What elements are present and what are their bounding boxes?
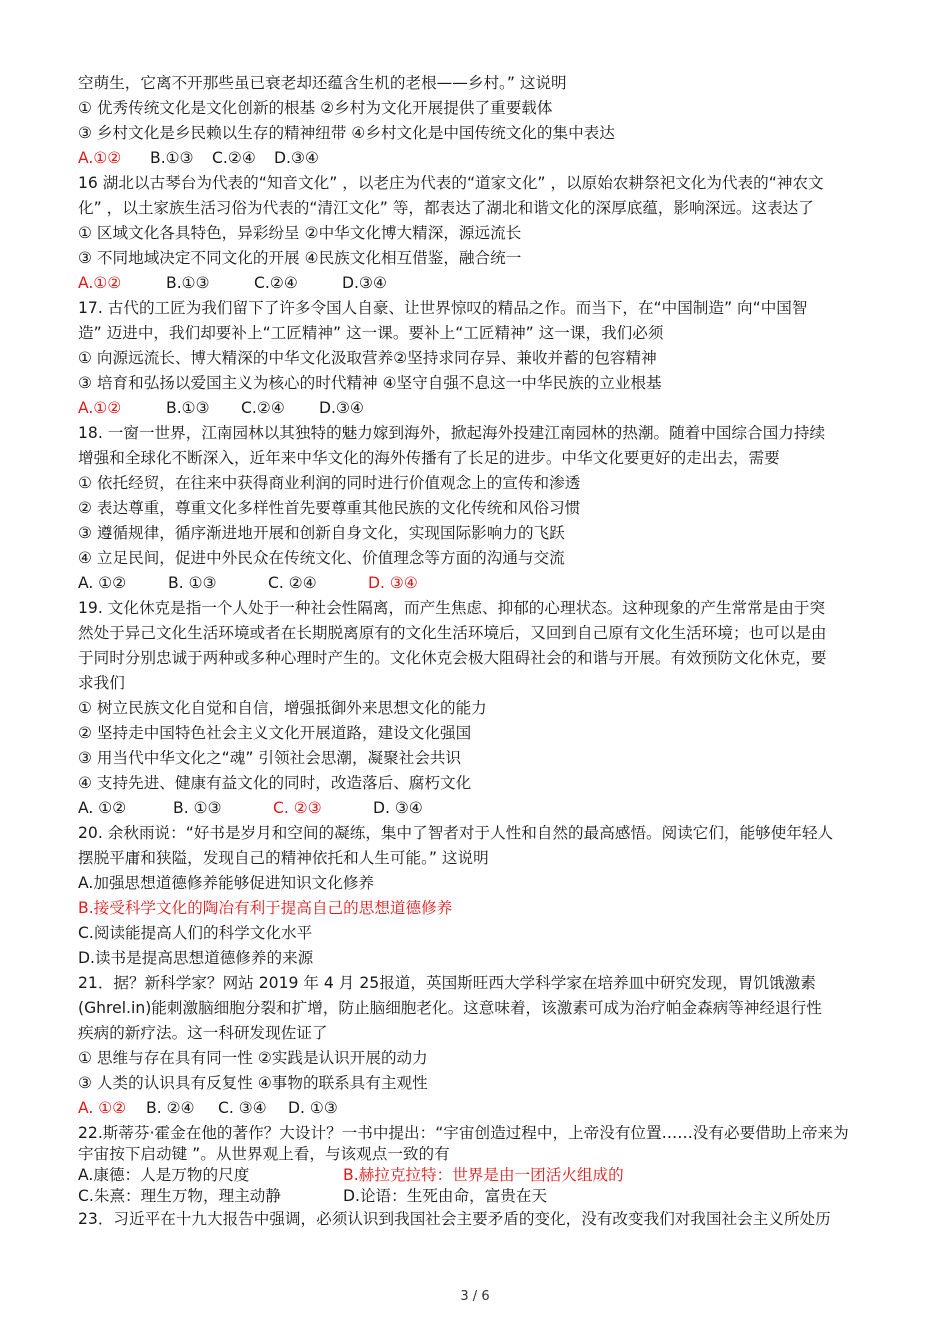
text-line: 摆脱平庸和狭隘，发现自己的精神依托和人生可能。” 这说明 bbox=[78, 849, 489, 867]
option-line: ③ 遵循规律，循序渐进地开展和创新自身文化，实现国际影响力的飞跃 bbox=[78, 524, 565, 542]
answer-d: D.③④ bbox=[319, 399, 364, 417]
option-line: ③ 培育和弘扬以爱国主义为核心的时代精神 ④坚守自强不息这一中华民族的立业根基 bbox=[78, 374, 662, 392]
option-line: ① 思维与存在具有同一性 ②实践是认识开展的动力 bbox=[78, 1049, 428, 1067]
q15-answers bbox=[78, 147, 888, 169]
q18-answers bbox=[78, 572, 888, 594]
option-line: ① 区域文化各具特色，异彩纷呈 ②中华文化博大精深，源远流长 bbox=[78, 224, 522, 242]
option-line: ① 优秀传统文化是文化创新的根基 ②乡村为文化开展提供了重要载体 bbox=[78, 99, 553, 117]
option-line: ② 坚持走中国特色社会主义文化开展道路，建设文化强国 bbox=[78, 724, 472, 742]
answer-d: D. ①③ bbox=[288, 1099, 338, 1117]
text-line: 空萌生，它离不开那些虽已衰老却还蕴含生机的老根——乡村。” 这说明 bbox=[78, 74, 567, 92]
option-line: ① 依托经贸，在往来中获得商业利润的同时进行价值观念上的宣传和渗透 bbox=[78, 474, 581, 492]
answer-c: C.②④ bbox=[254, 274, 298, 292]
option-line: ③ 用当代中华文化之“魂” 引领社会思潮，凝聚社会共识 bbox=[78, 749, 462, 767]
answer-d: D.③④ bbox=[342, 274, 387, 292]
answer-a: A. ①② bbox=[78, 799, 127, 817]
text-line: 造” 迈进中，我们却要补上“工匠精神” 这一课。要补上“工匠精神” 这一课，我们必须 bbox=[78, 324, 664, 342]
option-line: ③ 乡村文化是乡民赖以生存的精神纽带 ④乡村文化是中国传统文化的集中表达 bbox=[78, 124, 615, 142]
option-line: ③ 人类的认识具有反复性 ④事物的联系具有主观性 bbox=[78, 1074, 428, 1092]
q21-answers bbox=[78, 1097, 888, 1119]
text-line: 求我们 bbox=[78, 674, 125, 692]
page-number: 3 / 6 bbox=[460, 1289, 490, 1304]
question-16: 16 湖北以古琴台为代表的“知音文化” ，以老庄为代表的“道家文化” ，以原始农耕祭祀文化为代表的“神农文 bbox=[78, 174, 824, 192]
text-line: 增强和全球化不断深入，近年来中华文化的海外传播有了长足的进步。中华文化要更好的走出去，需要 bbox=[78, 449, 780, 467]
question-21: 21．据？新科学家？网站 2019 年 4 月 25报道，英国斯旺西大学科学家在培养皿中研究发现，胃饥饿激素 bbox=[78, 974, 816, 992]
option-line: ③ 不同地域决定不同文化的开展 ④民族文化相互借鉴，融合统一 bbox=[78, 249, 522, 267]
option-d: D.论语：生死由命，富贵在天 bbox=[343, 1187, 548, 1205]
q22-options-ab bbox=[78, 1164, 888, 1186]
answer-a: A.①② bbox=[78, 274, 122, 292]
answer-b: B. ②④ bbox=[146, 1099, 195, 1117]
text-line: (Ghrel.in)能刺激脑细胞分裂和扩增，防止脑细胞老化。这意味着，该激素可成为治疗帕金森病等神经退行性 bbox=[78, 999, 822, 1017]
answer-b: B.①③ bbox=[150, 149, 194, 167]
option-d: D.读书是提高思想道德修养的来源 bbox=[78, 949, 314, 967]
text-line: 化” ，以土家族生活习俗为代表的“清江文化” 等，都表达了湖北和谐文化的深厚底蕴，影响深远。这表达了 bbox=[78, 199, 814, 217]
answer-d: D. ③④ bbox=[373, 799, 423, 817]
answer-b: B. ①③ bbox=[168, 574, 217, 592]
question-17: 17. 古代的工匠为我们留下了许多令国人自豪、让世界惊叹的精品之作。而当下，在“中国制造” 向“中国智 bbox=[78, 299, 808, 317]
question-22: 22.斯蒂芬·霍金在他的著作？大设计？一书中提出：“宇宙创造过程中，上帝没有位置……没有必要借助上帝来为 bbox=[78, 1124, 849, 1142]
option-line: ④ 立足民间，促进中外民众在传统文化、价值理念等方面的沟通与交流 bbox=[78, 549, 565, 567]
option-a: A.康德：人是万物的尺度 bbox=[78, 1166, 250, 1184]
answer-c: C. ②③ bbox=[273, 799, 322, 817]
question-23: 23．习近平在十九大报告中强调，必须认识到我国社会主要矛盾的变化，没有改变我们对我国社会主义所处历 bbox=[78, 1210, 831, 1228]
option-c: C.朱熹：理生万物，理主动静 bbox=[78, 1187, 281, 1205]
answer-c: C. ③④ bbox=[218, 1099, 267, 1117]
option-line: ① 树立民族文化自觉和自信，增强抵御外来思想文化的能力 bbox=[78, 699, 487, 717]
option-c: C.阅读能提高人们的科学文化水平 bbox=[78, 924, 313, 942]
answer-b: B.①③ bbox=[166, 399, 210, 417]
q17-answers bbox=[78, 397, 888, 419]
answer-a: A. ①② bbox=[78, 1099, 127, 1117]
text-line: 于同时分别忠诚于两种或多种心理时产生的。文化休克会极大阻碍社会的和谐与开展。有效预防文化休克，要 bbox=[78, 649, 827, 667]
q16-answers bbox=[78, 272, 888, 294]
answer-b: B.①③ bbox=[166, 274, 210, 292]
q22-options-cd bbox=[78, 1185, 888, 1207]
option-b-answer: B.赫拉克拉特：世界是由一团活火组成的 bbox=[343, 1166, 624, 1184]
answer-d: D. ③④ bbox=[368, 574, 418, 592]
answer-a: A.①② bbox=[78, 399, 122, 417]
text-line: 然处于异己文化生活环境或者在长期脱离原有的文化生活环境后，又回到自己原有文化生活环境；也可以是由 bbox=[78, 624, 827, 642]
answer-c: C.②④ bbox=[212, 149, 256, 167]
text-line: 疾病的新疗法。这一科研发现佐证了 bbox=[78, 1024, 328, 1042]
question-20: 20. 余秋雨说：“好书是岁月和空间的凝练，集中了智者对于人性和自然的最高感悟。阅读它们，能够使年轻人 bbox=[78, 824, 834, 842]
answer-a: A.①② bbox=[78, 149, 122, 167]
answer-a: A. ①② bbox=[78, 574, 127, 592]
option-b-answer: B.接受科学文化的陶冶有利于提高自己的思想道德修养 bbox=[78, 899, 453, 917]
option-line: ① 向源远流长、博大精深的中华文化汲取营养②坚持求同存异、兼收并蓄的包容精神 bbox=[78, 349, 657, 367]
q19-answers bbox=[78, 797, 888, 819]
answer-c: C. ②④ bbox=[268, 574, 317, 592]
question-19: 19. 文化休克是指一个人处于一种社会性隔离，而产生焦虑、抑郁的心理状态。这种现象的产生常常是由于突 bbox=[78, 599, 826, 617]
option-a: A.加强思想道德修养能够促进知识文化修养 bbox=[78, 874, 375, 892]
answer-d: D.③④ bbox=[274, 149, 319, 167]
option-line: ④ 支持先进、健康有益文化的同时，改造落后、腐朽文化 bbox=[78, 774, 472, 792]
question-18: 18. 一窗一世界，江南园林以其独特的魅力嫁到海外，掀起海外投建江南园林的热潮。随着中国综合国力持续 bbox=[78, 424, 826, 442]
answer-b: B. ①③ bbox=[173, 799, 222, 817]
text-line: 宇宙按下启动键 ”。从世界观上看，与该观点一致的有 bbox=[78, 1145, 450, 1163]
answer-c: C.②④ bbox=[241, 399, 285, 417]
option-line: ② 表达尊重，尊重文化多样性首先要尊重其他民族的文化传统和风俗习惯 bbox=[78, 499, 581, 517]
